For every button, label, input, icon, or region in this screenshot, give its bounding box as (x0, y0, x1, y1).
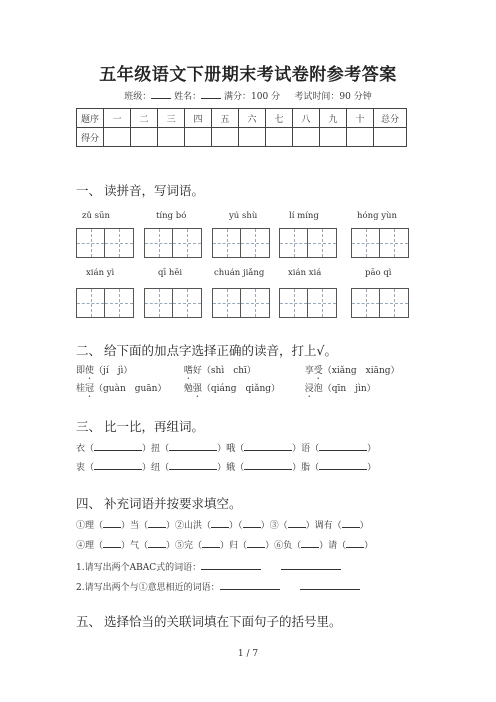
score-cell[interactable] (239, 128, 266, 147)
writing-grid[interactable] (144, 288, 202, 318)
score-header-cell: 四 (185, 109, 212, 128)
writing-grid[interactable] (212, 228, 270, 258)
pinyin-label: yú shù (229, 211, 258, 221)
choice-item[interactable]: 桂冠（guàn guān） (76, 384, 167, 394)
answer-blank[interactable] (244, 442, 292, 451)
answer-blank[interactable] (94, 461, 142, 470)
pinyin-label: tíng bó (156, 211, 187, 221)
score-cell[interactable] (293, 128, 320, 147)
pinyin-label: qī hēi (158, 268, 183, 278)
pinyin-label: chuán jiǎng (214, 268, 265, 278)
section-5-heading: 五、 选择恰当的关联词填在下面句子的括号里。 (76, 614, 342, 629)
answer-blank[interactable] (244, 461, 292, 470)
score-cell[interactable] (131, 128, 158, 147)
score-header-cell: 总分 (374, 109, 407, 128)
score-cell[interactable] (104, 128, 131, 147)
name-blank (201, 90, 221, 99)
section-4-heading: 四、 补充词语并按要求填空。 (76, 496, 242, 511)
score-header-cell: 七 (266, 109, 293, 128)
answer-blank[interactable] (319, 442, 367, 451)
section-1-heading: 一、 读拼音，写词语。 (76, 183, 205, 198)
answer-blank[interactable] (202, 539, 220, 548)
question-2: 2.请写出两个与①意思相近的词语： (76, 580, 360, 593)
section-3-heading: 三、 比一比，再组词。 (76, 419, 205, 434)
class-blank (151, 90, 171, 99)
writing-grid[interactable] (76, 228, 134, 258)
answer-blank[interactable] (148, 539, 166, 548)
compare-row: 衣（ ）扭（ ）哦（ ）语（ ） (76, 444, 377, 454)
score-cell[interactable] (266, 128, 293, 147)
score-header-row (77, 109, 407, 128)
answer-blank[interactable] (103, 539, 121, 548)
pinyin-label: xián yì (86, 268, 115, 278)
score-cell[interactable] (185, 128, 212, 147)
exam-title: 五年级语文下册期末考试卷附参考答案 (99, 65, 397, 85)
writing-grid[interactable] (351, 228, 409, 258)
section-2-heading: 二、 给下面的加点字选择正确的读音，打上√。 (76, 343, 337, 358)
answer-blank[interactable] (288, 519, 306, 528)
choice-item[interactable]: 勉强（qiáng qiǎng） (183, 384, 281, 394)
compare-row: 衷（ ）纽（ ）娥（ ）脂（ ） (76, 463, 377, 473)
writing-grid[interactable] (144, 228, 202, 258)
answer-blank[interactable] (247, 539, 265, 548)
answer-blank[interactable] (201, 561, 261, 570)
question-1: 1.请写出两个ABAC式的词语： (76, 560, 341, 573)
answer-blank[interactable] (220, 581, 280, 590)
answer-blank[interactable] (169, 442, 217, 451)
score-header-cell: 八 (293, 109, 320, 128)
answer-blank[interactable] (301, 539, 319, 548)
exam-info (0, 89, 496, 102)
answer-blank[interactable] (148, 519, 166, 528)
choice-item[interactable]: 即使（jí jì） (76, 366, 133, 376)
reading-choice-row (76, 363, 400, 382)
score-header-cell: 十 (347, 109, 374, 128)
choice-item[interactable]: 享受（xiǎng xiāng） (304, 366, 400, 376)
score-header-cell: 六 (239, 109, 266, 128)
answer-blank[interactable] (342, 519, 360, 528)
answer-blank[interactable] (103, 519, 121, 528)
answer-blank[interactable] (169, 461, 217, 470)
score-header-cell: 三 (158, 109, 185, 128)
choice-item[interactable]: 浸泡（qīn jìn） (304, 384, 376, 394)
pinyin-label: hóng yùn (357, 211, 397, 221)
score-cell[interactable] (374, 128, 407, 147)
fill-idiom-row: ①理（ ）当（ ）②山洪（ ）（ ）③（ ）调有（ ） (76, 521, 369, 531)
answer-blank[interactable] (243, 519, 261, 528)
score-table (76, 108, 407, 147)
answer-blank[interactable] (211, 519, 229, 528)
writing-grid[interactable] (76, 288, 134, 318)
score-row-label: 得分 (77, 128, 104, 147)
answer-blank[interactable] (346, 539, 364, 548)
pinyin-label: xián xiá (288, 268, 322, 278)
score-cell[interactable] (158, 128, 185, 147)
pinyin-label: zǔ sūn (82, 211, 110, 221)
score-cell[interactable] (212, 128, 239, 147)
answer-blank[interactable] (300, 581, 360, 590)
writing-grid[interactable] (351, 288, 409, 318)
writing-grid[interactable] (212, 288, 270, 318)
score-header-cell: 五 (212, 109, 239, 128)
score-header-cell: 一 (104, 109, 131, 128)
class-label: 班级： (124, 92, 152, 102)
answer-blank[interactable] (319, 461, 367, 470)
reading-choice-row (76, 381, 376, 400)
score-row (77, 128, 407, 147)
writing-grid[interactable] (279, 288, 337, 318)
answer-blank[interactable] (94, 442, 142, 451)
pinyin-label: pāo qì (365, 268, 392, 278)
score-cell[interactable] (347, 128, 374, 147)
pinyin-label: lí míng (289, 211, 319, 221)
score-cell[interactable] (320, 128, 347, 147)
answer-blank[interactable] (281, 561, 341, 570)
exam-time: 考试时间：90 分钟 (294, 92, 372, 102)
choice-item[interactable]: 嗜好（shì chī） (183, 366, 256, 376)
full-score: 满分：100 分 (224, 92, 281, 102)
fill-idiom-row: ④理（ ）气（ ）⑤完（ ）归（ ）⑥负（ ）请（ ） (76, 541, 374, 551)
name-label: 姓名： (174, 92, 202, 102)
score-header-cell: 二 (131, 109, 158, 128)
score-header-cell: 九 (320, 109, 347, 128)
score-header-cell: 题序 (77, 109, 104, 128)
page-number: 1 / 7 (237, 649, 259, 659)
writing-grid[interactable] (279, 228, 337, 258)
